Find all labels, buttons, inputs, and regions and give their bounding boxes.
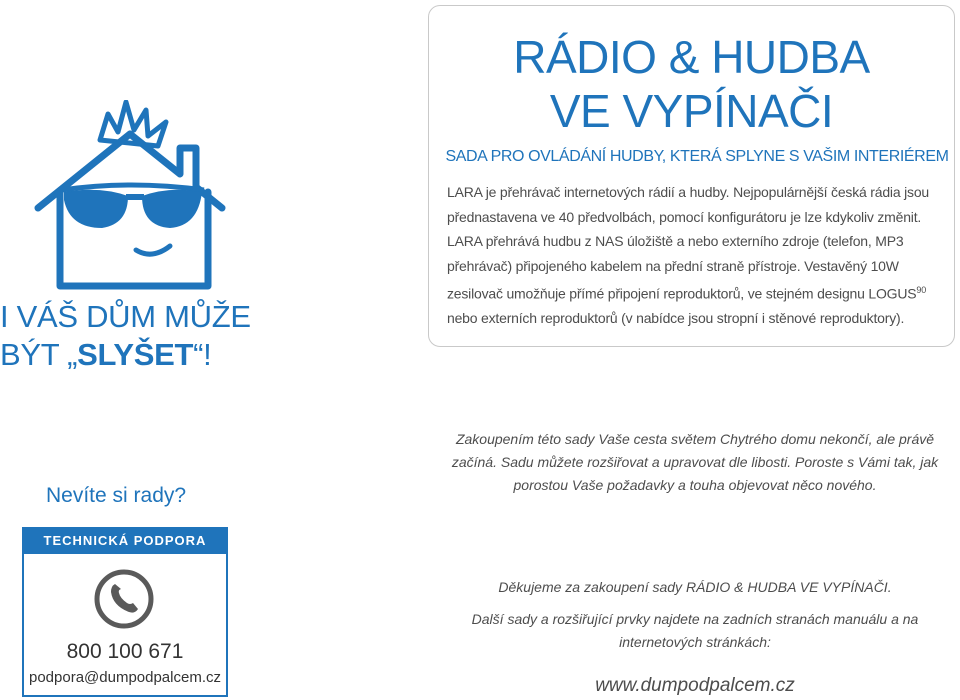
- sunglasses-top-bar: [62, 185, 204, 190]
- slogan: [0, 298, 260, 374]
- product-description: [447, 180, 942, 331]
- slogan-prefix: BÝT „: [0, 337, 78, 372]
- sunglasses-bridge: [126, 194, 144, 200]
- sunglasses-left-lens: [64, 190, 128, 228]
- expansion-note: Zakoupením této sady Vaše cesta světem Chytrého domu nekončí, ale právě začíná. Sadu můžete rozšiřovat a upravovat dle libosti. Poroste s Vámi tak, jak porostou Vaše požadavky a touha objevovat něco nového.: [451, 431, 939, 493]
- house-mascot-logo: [30, 100, 230, 290]
- slogan-suffix: “!: [193, 337, 212, 372]
- support-email[interactable]: podpora@dumpodpalcem.cz: [28, 669, 221, 686]
- title-line1: RÁDIO & HUDBA: [513, 31, 870, 83]
- help-question: Nevíte si rady?: [46, 484, 187, 507]
- description-main: LARA je přehrávač internetových rádií a hudby. Nejpopulárnější česká rádia jsou přednastavena ve 40 předvolbách, pomocí konfigurátoru je lze kdykoliv změnit. LARA přehrává hudbu z NAS úložiště a nebo externího zdroje (telefon, MP3 přehrávač) připojeného kabelem na přední straně přístroje. Vestavěný 10W zesilovač umožňuje přímé připojení reproduktorů, ve stejném designu LOGUS: [447, 184, 930, 302]
- product-subtitle: SADA PRO OVLÁDÁNÍ HUDBY, KTERÁ SPLYNE S VAŠIM INTERIÉREM: [445, 148, 949, 165]
- thank-you-note: Děkujeme za zakoupení sady RÁDIO & HUDBA VE VYPÍNAČI.: [498, 579, 892, 595]
- support-header: TECHNICKÁ PODPORA: [22, 527, 228, 554]
- slogan-emphasis: SLYŠET: [77, 337, 194, 372]
- description-end: nebo externích reproduktorů (v nabídce jsou stropní i stěnové reproduktory).: [447, 310, 905, 327]
- slogan-line1: I VÁŠ DŮM MŮŽE: [0, 299, 251, 334]
- more-info-note: Další sady a rozšiřující prvky najdete na zadních stranách manuálu a na internetových stránkách:: [471, 611, 919, 650]
- slogan-line2: [0, 336, 260, 374]
- smile: [136, 246, 170, 254]
- support-phone[interactable]: 800 100 671: [66, 640, 184, 663]
- website-link[interactable]: www.dumpodpalcem.cz: [595, 675, 795, 696]
- phone-icon: [93, 568, 155, 630]
- description-superscript: 90: [916, 285, 927, 295]
- sunglasses-right-lens: [142, 190, 202, 228]
- product-title: [428, 30, 955, 138]
- title-line2: VE VYPÍNAČI: [549, 85, 834, 137]
